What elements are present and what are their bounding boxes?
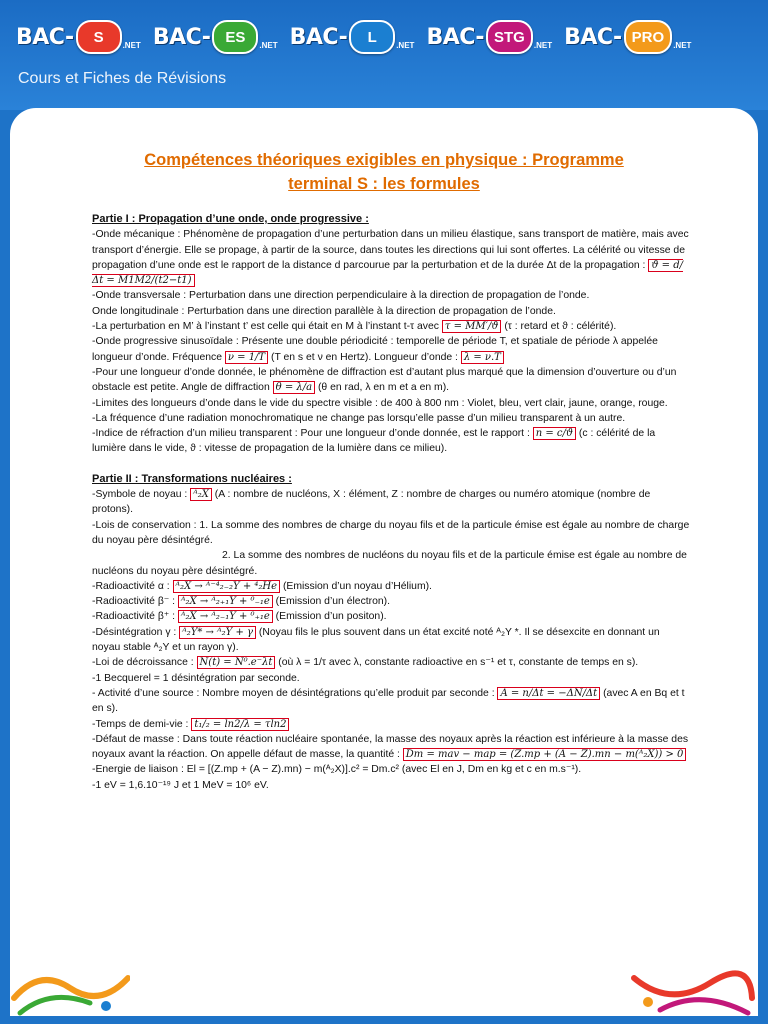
paragraph	[92, 334, 690, 365]
paragraph	[92, 609, 690, 624]
formula-box: ᴬ₂X → ᴬ₂₊₁Y + ⁰₋₁e	[178, 595, 273, 608]
logo-badge: ES	[212, 20, 258, 54]
text: (τ : retard et ϑ : célérité).	[504, 321, 617, 333]
formula-box: θ = λ/a	[273, 381, 315, 394]
text: (Emission d’un électron).	[275, 596, 391, 608]
paragraph	[92, 655, 690, 670]
formula-box: ν = 1/T	[225, 351, 268, 364]
formula-box: A = n/Δt = −ΔN/Δt	[497, 687, 600, 700]
logo-net: .NET	[122, 41, 141, 50]
text: (θ en rad, λ en m et a en m).	[317, 382, 450, 394]
title-line-2: terminal S : les formules	[288, 175, 480, 193]
logo-badge: S	[76, 20, 122, 54]
document-title	[10, 148, 758, 196]
text: -Loi de décroissance :	[92, 657, 194, 669]
logo-net: .NET	[396, 41, 415, 50]
formula-box: ᴬ₂X → ᴬ₂₋₁Y + ⁰₊₁e	[178, 610, 273, 623]
text: -Radioactivité β⁺ :	[92, 611, 176, 623]
text: (T en s et ν en Hertz). Longueur d’onde :	[270, 351, 458, 363]
logo-bac-stg[interactable]	[422, 12, 556, 62]
text: -Radioactivité α :	[92, 580, 170, 592]
formula-box: τ = MM′/ϑ	[442, 320, 502, 333]
text: (A : nombre de nucléons, X : élément, Z : nombre de charges ou numéro atomique (nombre de protons).	[92, 489, 651, 516]
paragraph: -1 eV = 1,6.10⁻¹⁹ J et 1 MeV = 10⁶ eV.	[92, 779, 269, 791]
logo-text: BAC-	[152, 24, 211, 50]
site-header	[0, 0, 768, 110]
text: -Radioactivité β⁻ :	[92, 596, 176, 608]
logo-text: BAC-	[289, 24, 348, 50]
paragraph	[92, 319, 690, 334]
part2-heading: Partie II : Transformations nucléaires :	[92, 472, 292, 485]
text: - Activité d’une source : Nombre moyen de désintégrations qu’elle produit par seconde :	[92, 687, 495, 699]
text: -Pour une longueur d’onde donnée, le phénomène de diffraction est d’autant plus marqué que la dimension d’ouverture ou d’un obstacle est petite. Angle de diffraction	[92, 366, 677, 394]
formula-box: N(t) = N⁰.e⁻λt	[197, 656, 276, 669]
text: (où λ = 1/τ avec λ, constante radioactive en s⁻¹ et τ, constante de temps en s).	[278, 657, 639, 669]
text: (Emission d’un positon).	[275, 611, 387, 623]
text: (c : célérité de la lumière dans le vide, ϑ : vitesse de propagation de la lumière dans ce milieu).	[92, 428, 656, 455]
paragraph: -Lois de conservation : 1. La somme des nombres de charge du noyau fils et de la particule émise est égale au nombre de charge du noyau père désintégré.	[92, 519, 690, 546]
logo-badge: PRO	[624, 20, 673, 54]
paragraph	[92, 625, 690, 656]
text: (avec A en Bq et t en s).	[92, 687, 685, 715]
paragraph: -Onde transversale : Perturbation dans une direction perpendiculaire à la direction de propagation de l’onde.	[92, 290, 590, 302]
formula-box: λ = ν.T	[461, 351, 504, 364]
logo-net: .NET	[259, 41, 278, 50]
logo-net: .NET	[533, 41, 553, 50]
formula-box: Dm = mav − map = (Z.mp + (A − Z).mn − m(ᴬ₂X)) > 0	[403, 748, 687, 761]
text: (Emission d’un noyau d’Hélium).	[282, 580, 432, 592]
paragraph	[92, 594, 690, 609]
logo-badge: L	[349, 20, 395, 54]
text: -Défaut de masse : Dans toute réaction nucléaire spontanée, la masse des noyaux après la réaction est inférieure à la masse des noyaux avant la réaction. On appelle défaut de masse, la quantité :	[92, 733, 689, 761]
paragraph: 2. La somme des nombres de nucléons du noyau fils et de la particule émise est égale au nombre de nucléons du noyau père désintégré.	[92, 550, 687, 577]
title-line-1: Compétences théoriques exigibles en physique : Programme	[144, 151, 624, 169]
formula-box: n = c/ϑ	[533, 427, 576, 440]
formula-box: ϑ = d/Δt = M1M2/(t2−t1)	[92, 259, 683, 287]
logo-bac-s[interactable]	[12, 12, 145, 62]
logo-bac-es[interactable]	[149, 12, 282, 62]
paragraph	[92, 487, 690, 518]
text: -Onde progressive sinusoïdale : Présente une double périodicité : temporelle de période T, et spatiale de période λ appelée longueur d’onde. Fréquence	[92, 336, 658, 363]
text: -La perturbation en M’ à l’instant t’ est celle qui était en M à l’instant t-τ avec	[92, 321, 439, 333]
formula-box: ᴬ₂Y* → ᴬ₂Y + γ	[179, 626, 256, 639]
decorative-swoosh-right	[630, 958, 755, 1018]
spacer	[92, 457, 690, 472]
paragraph	[92, 579, 690, 594]
paragraph	[92, 732, 690, 763]
text: (Noyau fils le plus souvent dans un état excité noté ᴬ₂Y *. Il se désexcite en donnant un noyau stable ᴬ₂Y et un rayon γ).	[92, 626, 660, 654]
logo-bac-pro[interactable]	[560, 12, 695, 62]
logo-bac-l[interactable]	[286, 12, 419, 62]
formula-box: ᴬ₂X	[190, 488, 212, 501]
paragraph	[92, 426, 690, 457]
text: -Temps de demi-vie :	[92, 718, 189, 730]
logo-text: BAC-	[564, 24, 622, 50]
paragraph: -Energie de liaison : El = [(Z.mp + (A − Z).mn) − m(ᴬ₂X)].c² = Dm.c² (avec El en J, Dm en kg et c en m.s⁻¹).	[92, 764, 582, 776]
text: -Symbole de noyau :	[92, 489, 188, 501]
logo-text: BAC-	[426, 24, 485, 50]
text: -Onde mécanique : Phénomène de propagation d’une perturbation dans un milieu élastique, sans transport de matière, mais avec transport d’énergie. Elle se propage, à partir de la source, dans toutes les directions qui lui sont offertes. La célérité ou vitesse de propagation d’une onde est le rapport de la distance d parcourue par la perturbation et de la durée Δt de la propagation :	[92, 229, 689, 271]
paragraph	[92, 686, 690, 717]
formula-box: t₁/₂ = ln2/λ = τln2	[191, 718, 289, 731]
document-body	[92, 212, 690, 793]
logo-net: .NET	[673, 41, 692, 50]
document-page	[10, 108, 758, 1016]
formula-box: ᴬ₂X → ᴬ⁻⁴₂₋₂Y + ⁴₂He	[173, 580, 281, 593]
text: -Désintégration γ :	[92, 626, 177, 638]
site-logos	[12, 12, 695, 62]
part1-heading: Partie I : Propagation d’une onde, onde progressive :	[92, 213, 369, 225]
site-subtitle: Cours et Fiches de Révisions	[18, 70, 227, 87]
paragraph	[92, 365, 690, 396]
paragraph	[92, 227, 690, 288]
decorative-swoosh-left	[10, 958, 130, 1018]
paragraph	[92, 717, 690, 732]
paragraph: -1 Becquerel = 1 désintégration par seconde.	[92, 672, 300, 684]
paragraph: -Limites des longueurs d’onde dans le vide du spectre visible : de 400 à 800 nm : Violet, bleu, vert clair, jaune, orange, rouge.	[92, 397, 668, 409]
text: -Indice de réfraction d’un milieu transparent : Pour une longueur d’onde donnée, est le rapport :	[92, 428, 530, 440]
logo-badge: STG	[486, 20, 533, 54]
logo-text: BAC-	[16, 24, 74, 50]
paragraph: -La fréquence d’une radiation monochromatique ne change pas lorsqu’elle passe d’un milieu transparent à un autre.	[92, 412, 626, 424]
paragraph: Onde longitudinale : Perturbation dans une direction parallèle à la direction de propagation de l’onde.	[92, 305, 556, 317]
